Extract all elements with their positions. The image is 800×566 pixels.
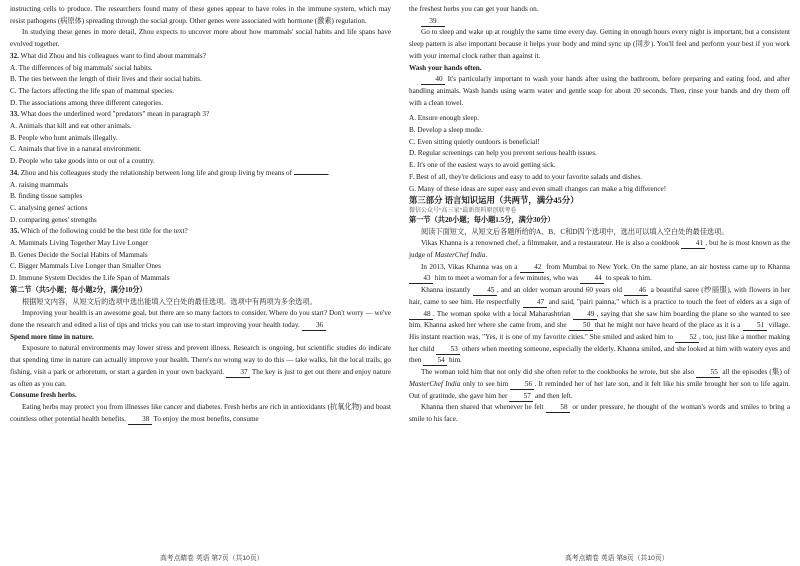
tip-heading: Consume fresh herbs. bbox=[10, 391, 77, 400]
section-instructions: 阅读下面短文，从短文后各题所给的A、B、C和D四个选项中，选出可以填入空白处的最佳选项。 bbox=[421, 227, 729, 236]
section-heading: 第二节（共5小题；每小题2分，满分10分） bbox=[10, 285, 147, 294]
cloze-paragraph: The woman told him that not only did she often refer to the cookbooks he wrote, but she also 55 all the episodes (集) of MasterChef India only to see him 56 . It reminded her of her late son, and it felt like his smile brought her son to life again. Out of gratitude, she gave him her 57 and then left. bbox=[409, 368, 791, 400]
reading-paragraph: instructing cells to produce. The researchers found many of these genes appear to have roles in the immune system, which may resist pathogens (病原体) spreading through the social group. Other genes were associated with hormone (激素) regulation. bbox=[10, 5, 391, 25]
option: B. Develop a sleep mode. bbox=[409, 126, 483, 135]
blank-41: 41 bbox=[681, 238, 705, 249]
option: B. finding tissue samples bbox=[10, 192, 83, 201]
option: A. raising mammals bbox=[10, 180, 69, 189]
question-stem: What did Zhou and his colleagues want to find about mammals? bbox=[20, 51, 206, 60]
reading-paragraph: In studying these genes in more detail, Zhou expects to uncover more about how mammals' social habits and life spans have evolved together. bbox=[10, 28, 391, 49]
question-number: 35. bbox=[10, 227, 19, 236]
blank-57: 57 bbox=[509, 391, 533, 402]
reading-paragraph: Eating herbs may protect you from illnesses like cancer and diabetes. Fresh herbs are rich in antioxidants (抗氧化物) and boast countless other potential health benefits. 38 To enjoy the most benefits, consume bbox=[10, 402, 391, 423]
blank-36: 36 bbox=[302, 320, 326, 331]
option: E. It's one of the easiest ways to avoid getting sick. bbox=[409, 161, 556, 170]
option-list bbox=[409, 113, 790, 195]
blank-58: 58 bbox=[546, 402, 570, 413]
question-number: 34. bbox=[10, 168, 19, 177]
section-heading: 第一节（共20小题；每小题1.5分，满分30分） bbox=[409, 215, 555, 224]
question-35 bbox=[10, 226, 391, 285]
left-page bbox=[10, 4, 391, 566]
blank-53: 53 bbox=[436, 344, 460, 355]
question-number: 32. bbox=[10, 51, 19, 60]
question-number: 33. bbox=[10, 110, 19, 119]
right-page bbox=[409, 4, 790, 566]
cloze-paragraph: Vikas Khanna is a renowned chef, a filmmaker, and a restaurateur. He is also a cookbook 41 , but he is most known as the judge of MasterChef India. bbox=[409, 239, 790, 260]
cloze-paragraph: Khanna instantly 45 , and an older woman around 60 years old 46 a beautiful saree (纱丽服), with flowers in her hair, came to see him. He respectfully 47 and said, "pairi painna," which is a practice to touch the feet of elders as a sign of 48 . The woman spoke with a local Maharashtrian 49 , saying that she saw him boarding the plane so she wanted to see him. Khanna asked her where she came from, and she 50 that he might not have heard of the place as it is a 51 village. His instant reaction was, "Yes, it is one of my favorite cities." She smiled and asked him to 52 , too, just like a mother making her child 53 others when meeting someone, especially the elderly. Khanna smiled, and she looked at him with watery eyes and then 54 him. bbox=[409, 286, 791, 365]
blank-51: 51 bbox=[743, 320, 767, 331]
option: A. Ensure enough sleep. bbox=[409, 114, 480, 123]
option: C. analysing genes' actions bbox=[10, 203, 88, 212]
blank-44: 44 bbox=[580, 273, 604, 284]
question-32 bbox=[10, 51, 391, 110]
blank-43: 43 bbox=[409, 273, 433, 284]
blank-49: 49 bbox=[573, 309, 597, 320]
option: D. comparing genes' strengths bbox=[10, 215, 97, 224]
blank-48: 48 bbox=[409, 309, 433, 320]
blank-55: 55 bbox=[696, 367, 720, 378]
question-33 bbox=[10, 109, 391, 168]
cloze-paragraph: In 2013, Vikas Khanna was on a 42 from Mumbai to New York. On the same plane, an air hostess came up to Khanna 43 him to meet a woman for a few minutes, who was 44 to speak to him. bbox=[409, 262, 790, 285]
blank-37: 37 bbox=[226, 367, 250, 378]
option: A. The differences of big mammals' social habits. bbox=[10, 63, 153, 72]
option: D. Immune System Decides the Life Span of Mammals bbox=[10, 274, 170, 283]
blank-52: 52 bbox=[675, 332, 699, 343]
watermark-text: 微信公众号“高三家”最新资料原创联考卷 bbox=[409, 207, 517, 214]
option: C. Even sitting quietly outdoors is beneficial! bbox=[409, 137, 540, 146]
tip-heading: Spend more time in nature. bbox=[10, 332, 94, 341]
option: A. Animals that kill and eat other animals. bbox=[10, 122, 132, 131]
blank-45: 45 bbox=[473, 285, 497, 296]
part-heading: 第三部分 语言知识运用（共两节，满分45分） bbox=[409, 196, 579, 206]
reading-paragraph: 40 It's particularly important to wash your hands after using the bathroom, before preparing and eating food, and after handling animals. Wash hands using warm water and gentle soap for about 20 seconds. Then, rinse your hands and dry them off with a clean towel. bbox=[409, 75, 791, 107]
reading-paragraph: Improving your health is an awesome goal, but there are so many factors to consider. Where do you start? Don't worry — we've done the research and edited a list of tips and tricks you can use to start improving your health today. 36 bbox=[10, 309, 391, 329]
option: C. Bigger Mammals Live Longer than Smaller Ones bbox=[10, 262, 161, 271]
option: C. The factors affecting the life span of mammal species. bbox=[10, 86, 174, 95]
option: D. The associations among three different categories. bbox=[10, 98, 164, 107]
option: D. Regular screenings can help you prevent serious health issues. bbox=[409, 149, 597, 158]
cloze-paragraph: Khanna then shared that whenever he felt 58 or under pressure, he thought of the woman's words and smiles to bring a smile to his face. bbox=[409, 403, 791, 423]
reading-paragraph: Exposure to natural environments may lower stress and prevent illness. Research is ongoing, but scientific studies do indicate that spending time in nature can actually improve your health. There's no wrong way to do this — take walks, hit the local trails, go fishing, visit a park or arboretum, or start a garden in your own backyard. 37 The key is just to get out there and enjoy nature as often as you can. bbox=[10, 344, 391, 388]
reading-paragraph: Go to sleep and wake up at roughly the same time every day. Getting in enough hours every night is important, but a consistent sleep pattern is also important because it helps your body and mind sync up (同步). You'll feel and perform your best if you work with your internal clock rather than against it. bbox=[409, 28, 790, 60]
blank-42: 42 bbox=[520, 262, 544, 273]
blank-54: 54 bbox=[423, 355, 447, 366]
blank-40: 40 bbox=[421, 74, 445, 85]
section-instructions: 根据短文内容，从短文后的选项中选出能填入空白处的最佳选项。选项中有两项为多余选项。 bbox=[22, 297, 317, 306]
option: A. Mammals Living Together May Live Longer bbox=[10, 239, 149, 248]
question-stem: Which of the following could be the best title for the text? bbox=[20, 227, 188, 236]
option: G. Many of these ideas are super easy and even small changes can make a big difference! bbox=[409, 184, 667, 193]
question-34: 34. Zhou and his colleagues study the relationship between long life and group living by means of . A. raising mammals B. finding tissue samples C. analysing genes' actions D. comparing genes' strengths bbox=[10, 168, 391, 227]
blank-50: 50 bbox=[569, 320, 593, 331]
reading-paragraph: the freshest herbs you can get your hands on. bbox=[409, 5, 539, 13]
option: F. Best of all, they're delicious and easy to add to your favorite salads and dishes. bbox=[409, 172, 643, 181]
option: B. People who hunt animals illegally. bbox=[10, 133, 118, 142]
question-stem: What does the underlined word "predators" mean in paragraph 3? bbox=[20, 110, 210, 119]
question-stem: Zhou and his colleagues study the relationship between long life and group living by means of bbox=[20, 168, 293, 177]
page-footer-left: 高考点睛卷 英语 第7页（共10页） bbox=[160, 555, 264, 562]
blank-56: 56 bbox=[510, 379, 534, 390]
page-footer-right: 高考点睛卷 英语 第8页（共10页） bbox=[565, 555, 669, 562]
tip-heading: Wash your hands often. bbox=[409, 63, 482, 72]
option: B. Genes Decide the Social Habits of Mammals bbox=[10, 250, 148, 259]
blank-39: 39 bbox=[421, 16, 445, 27]
option: D. People who take goods into or out of a country. bbox=[10, 157, 155, 166]
blank-46: 46 bbox=[624, 285, 648, 296]
blank-47: 47 bbox=[523, 297, 547, 308]
answer-blank bbox=[294, 174, 328, 175]
blank-38: 38 bbox=[128, 414, 152, 425]
option: B. The ties between the length of their lives and their social habits. bbox=[10, 75, 202, 84]
option: C. Animals that live in a natural environment. bbox=[10, 145, 142, 154]
